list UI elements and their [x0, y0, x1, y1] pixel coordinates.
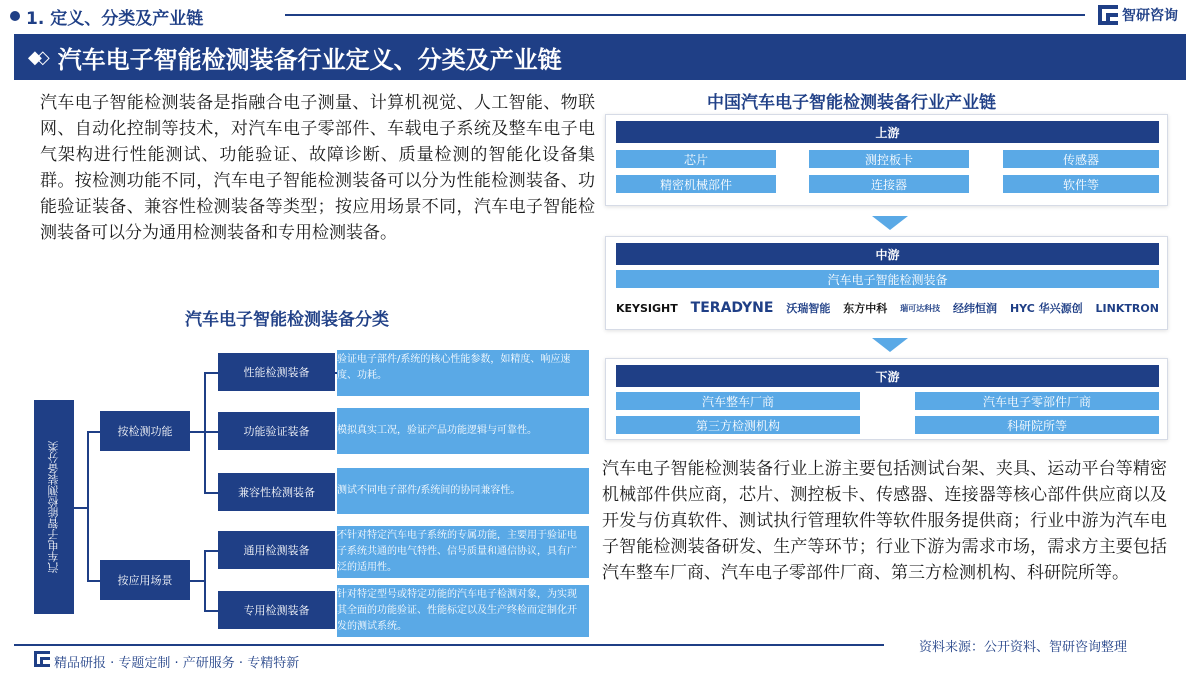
company-logo: HYC 华兴源创 [1009, 302, 1083, 315]
connector [204, 431, 218, 433]
page-title: 汽车电子智能检测装备行业定义、分类及产业链 [57, 45, 562, 74]
company-logo: 经纬恒润 [953, 302, 998, 315]
upstream-item: 测控板卡 [809, 150, 969, 168]
upstream-item: 芯片 [616, 150, 776, 168]
midstream-panel [605, 236, 1168, 330]
downstream-item: 第三方检测机构 [616, 416, 860, 434]
company-logos [616, 293, 1159, 323]
dedicated-test-equipment: 专用检测装备 [218, 591, 335, 629]
connector [204, 550, 206, 611]
group-by-scenario: 按应用场景 [100, 560, 190, 600]
company-logo: 沃瑞智能 [786, 302, 831, 315]
section-bullet-icon [10, 11, 20, 21]
connector [87, 580, 100, 582]
diamond-icon: ◆◇ [28, 46, 44, 68]
classification-root [34, 400, 74, 614]
footer-logo-icon [34, 651, 50, 667]
general-test-equipment: 通用检测装备 [218, 531, 335, 569]
footer-divider [14, 644, 884, 646]
connector [204, 610, 218, 612]
brand-logo [1098, 5, 1178, 25]
upstream-item: 传感器 [1003, 150, 1159, 168]
down-arrow-icon [872, 216, 908, 230]
section-title: 1. 定义、分类及产业链 [26, 9, 204, 29]
footer-text: 精品研报 · 专题定制 · 产研服务 · 专精特新 [54, 656, 300, 671]
header-divider [285, 14, 1085, 16]
group-by-function: 按检测功能 [100, 411, 190, 451]
page-banner [14, 34, 1186, 80]
midstream-item: 汽车电子智能检测装备 [616, 270, 1159, 288]
classification-root-label: 汽车电子智能检测装备分类 [47, 441, 60, 573]
function-verification-desc: 模拟真实工况，验证产品功能逻辑与可靠性。 [337, 408, 589, 454]
classification-title: 汽车电子智能检测装备分类 [185, 310, 389, 330]
downstream-item: 科研院所等 [915, 416, 1159, 434]
dedicated-test-desc: 针对特定型号或特定功能的汽车电子检测对象，为实现其全面的功能验证、性能标定以及生产终检而定制化开发的测试系统。 [337, 585, 589, 637]
downstream-panel [605, 358, 1168, 440]
definition-text: 汽车电子智能检测装备是指融合电子测量、计算机视觉、人工智能、物联网、自动化控制等技术，对汽车电子零部件、车载电子系统及整车电子电气架构进行性能测试、功能验证、故障诊断、质量检测的智能化设备集群。按检测功能不同，汽车电子智能检测装备可以分为性能检测装备、功能验证装备、兼容性检测装备等类型；按应用场景不同，汽车电子智能检测装备可以分为通用检测装备和专用检测装备。 [40, 93, 595, 243]
brand-logo-icon [1098, 5, 1118, 25]
chain-title: 中国汽车电子智能检测装备行业产业链 [707, 93, 996, 113]
connector [87, 431, 89, 581]
upstream-item: 精密机械部件 [616, 175, 776, 193]
down-arrow-icon [872, 338, 908, 352]
connector [74, 507, 88, 509]
company-logo: 东方中科 [843, 302, 888, 315]
upstream-panel [605, 114, 1168, 206]
performance-test-desc: 验证电子部件/系统的核心性能参数，如精度、响应速度、功耗。 [337, 350, 589, 396]
function-verification-equipment: 功能验证装备 [218, 412, 335, 450]
performance-test-equipment: 性能检测装备 [218, 353, 335, 391]
connector [204, 492, 218, 494]
downstream-header: 下游 [616, 365, 1159, 387]
compatibility-test-equipment: 兼容性检测装备 [218, 473, 335, 511]
connector [204, 372, 218, 374]
company-logo: KEYSIGHT [616, 301, 678, 315]
midstream-header: 中游 [616, 243, 1159, 265]
source-note: 资料来源：公开资料、智研咨询整理 [919, 640, 1128, 655]
upstream-header: 上游 [616, 121, 1159, 143]
connector [190, 431, 205, 433]
connector [190, 580, 205, 582]
company-logo: 瑞可达科技 [900, 303, 941, 313]
brand-logo-text: 智研咨询 [1122, 8, 1178, 24]
upstream-item: 软件等 [1003, 175, 1159, 193]
company-logo: LINKTRON [1095, 301, 1159, 315]
upstream-item: 连接器 [809, 175, 969, 193]
downstream-item: 汽车电子零部件厂商 [915, 392, 1159, 410]
chain-description-text: 汽车电子智能检测装备行业上游主要包括测试台架、夹具、运动平台等精密机械部件供应商，芯片、测控板卡、传感器、连接器等核心部件供应商以及开发与仿真软件、测试执行管理软件等软件服务提供商；行业中游为汽车电子智能检测装备研发、生产等环节；行业下游为需求市场，需求方主要包括汽车整车厂商、汽车电子零部件厂商、第三方检测机构、科研院所等。 [602, 459, 1167, 583]
compatibility-test-desc: 测试不同电子部件/系统间的协同兼容性。 [337, 468, 589, 514]
connector [87, 431, 100, 433]
downstream-item: 汽车整车厂商 [616, 392, 860, 410]
company-logo: TERADYNE [690, 300, 774, 316]
general-test-desc: 不针对特定汽车电子系统的专属功能，主要用于验证电子系统共通的电气特性、信号质量和通信协议，具有广泛的适用性。 [337, 526, 589, 578]
connector [204, 550, 218, 552]
